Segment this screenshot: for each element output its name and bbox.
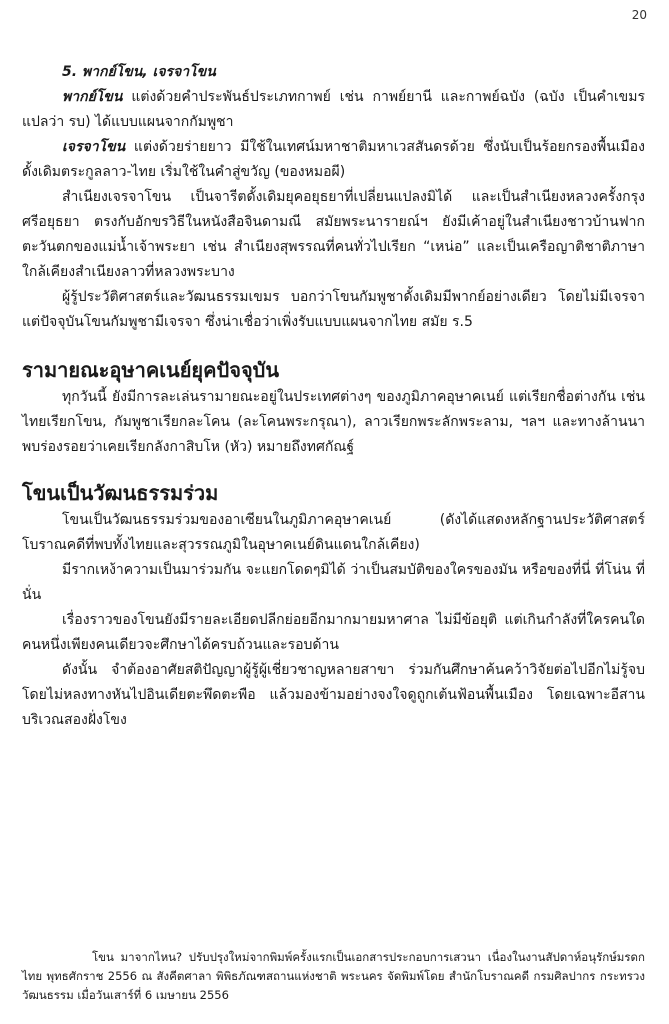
paragraph-accent: สำเนียงเจรจาโขน เป็นจารีตดั้งเดิมยุคอยุธยาที่เปลี่ยนแปลงมิได้ และเป็นสำเนียงหลวงครั้งกรุงศรีอยุธยา ตรงกับอักขรวิธีในหนังสือจินดามณี สมัยพระนารายณ์ฯ ยังมีเค้าอยู่ในสำเนียงชาวบ้านฟากตะวันตกของแม่น้ำเจ้าพระยา เช่น สำเนียงสุพรรณที่คนทั่วไปเรียก “เหน่อ” และเป็นเครือญาติชาติภาษาใกล้เคียงสำเนียงลาวที่หลวงพระบาง [22, 189, 645, 280]
paragraph-ramayana: ทุกวันนี้ ยังมีการละเล่นรามายณะอยู่ในประเทศต่างๆ ของภูมิภาคอุษาคเนย์ แต่เรียกชื่อต่างกัน เช่น ไทยเรียกโขน, กัมพูชาเรียกละโคน (ละโคนพระกรุณา), ลาวเรียกพระลักพระลาม, ฯลฯ และทางล้านนา พบร่องรอยว่าเคยเรียกลังกาสิบโห (หัว) หมายถึงทศกัณฐ์ [22, 389, 645, 455]
section-heading-shared-culture: โขนเป็นวัฒนธรรมร่วม [22, 481, 219, 505]
section-heading-ramayana: รามายณะอุษาคเนย์ยุคปัจจุบัน [22, 358, 280, 382]
footnote [22, 948, 645, 1005]
paragraph-jeraja-khon [22, 135, 645, 185]
text-jeraja-khon: แต่งด้วยร่ายยาว มีใช้ในเทศน์มหาชาติมหาเวสสันดรด้วย ซึ่งนับเป็นร้อยกรองพื้นเมืองดั้งเดิมตระกูลลาว-ไทย เริ่มใช้ในคำสู่ขวัญ (ของหมอผี) [22, 139, 645, 180]
paragraph-shared-1: โขนเป็นวัฒนธรรมร่วมของอาเซียนในภูมิภาคอุษาคเนย์ (ดังได้แสดงหลักฐานประวัติศาสตร์โบราณคดีที่พบทั้งไทยและสุวรรณภูมิในอุษาคเนย์ดินแดนใกล้เคียง) [22, 512, 645, 553]
text-phak-khon: แต่งด้วยคำประพันธ์ประเภทกาพย์ เช่น กาพย์ยานี และกาพย์ฉบัง (ฉบัง เป็นคำเขมร แปลว่า รบ) ได้แบบแผนจากกัมพูชา [22, 89, 645, 130]
footnote-text: โขน มาจากไหน? ปรับปรุงใหม่จากพิมพ์ครั้งแรกเป็นเอกสารประกอบการเสวนา เนื่องในงานสัปดาห์อนุรักษ์มรดกไทย พุทธศักราช 2556 ณ สังคีตศาลา พิพิธภัณฑสถานแห่งชาติ พระนคร จัดพิมพ์โดย สำนักโบราณคดี กรมศิลปากร กระทรวงวัฒนธรรม เมื่อวันเสาร์ที่ 6 เมษายน 2556 [22, 950, 645, 1002]
page-number: 20 [631, 8, 647, 22]
paragraph-shared-4: ดังนั้น จำต้องอาศัยสติปัญญาผู้รู้ผู้เชี่ยวชาญหลายสาขา ร่วมกันศึกษาค้นคว้าวิจัยต่อไปอีกไม่รู้จบ โดยไม่หลงทางหันไปอินเดียตะพึดตะพือ แล้วมองข้ามอย่างจงใจดูถูกเต้นฟ้อนพื้นเมือง โดยเฉพาะอีสานบริเวณสองฝั่งโขง [22, 662, 645, 728]
paragraph-phak-khon [22, 85, 645, 135]
page-content [22, 60, 645, 733]
paragraph-khmer-scholars: ผู้รู้ประวัติศาสตร์และวัฒนธรรมเขมร บอกว่าโขนกัมพูชาดั้งเดิมมีพากย์อย่างเดียว โดยไม่มีเจรจา แต่ปัจจุบันโขนกัมพูชามีเจรจา ซึ่งน่าเชื่อว่าเพิ่งรับแบบแผนจากไทย สมัย ร.5 [22, 289, 645, 330]
term-jeraja-khon: เจรจาโขน [62, 139, 126, 155]
paragraph-shared-2: มีรากเหง้าความเป็นมาร่วมกัน จะแยกโดดๆมิได้ ว่าเป็นสมบัติของใครของมัน หรือของที่นี่ ที่โน่น ที่นั่น [22, 562, 645, 603]
term-phak-khon: พากย์โขน [62, 89, 123, 105]
section-5-heading: 5. พากย์โขน, เจรจาโขน [62, 64, 216, 80]
paragraph-shared-3: เรื่องราวของโขนยังมีรายละเอียดปลีกย่อยอีกมากมายมหาศาล ไม่มีข้อยุติ แต่เกินกำลังที่ใครคนใดคนหนึ่งเพียงคนเดียวจะศึกษาได้ครบถ้วนและรอบด้าน [22, 612, 645, 653]
